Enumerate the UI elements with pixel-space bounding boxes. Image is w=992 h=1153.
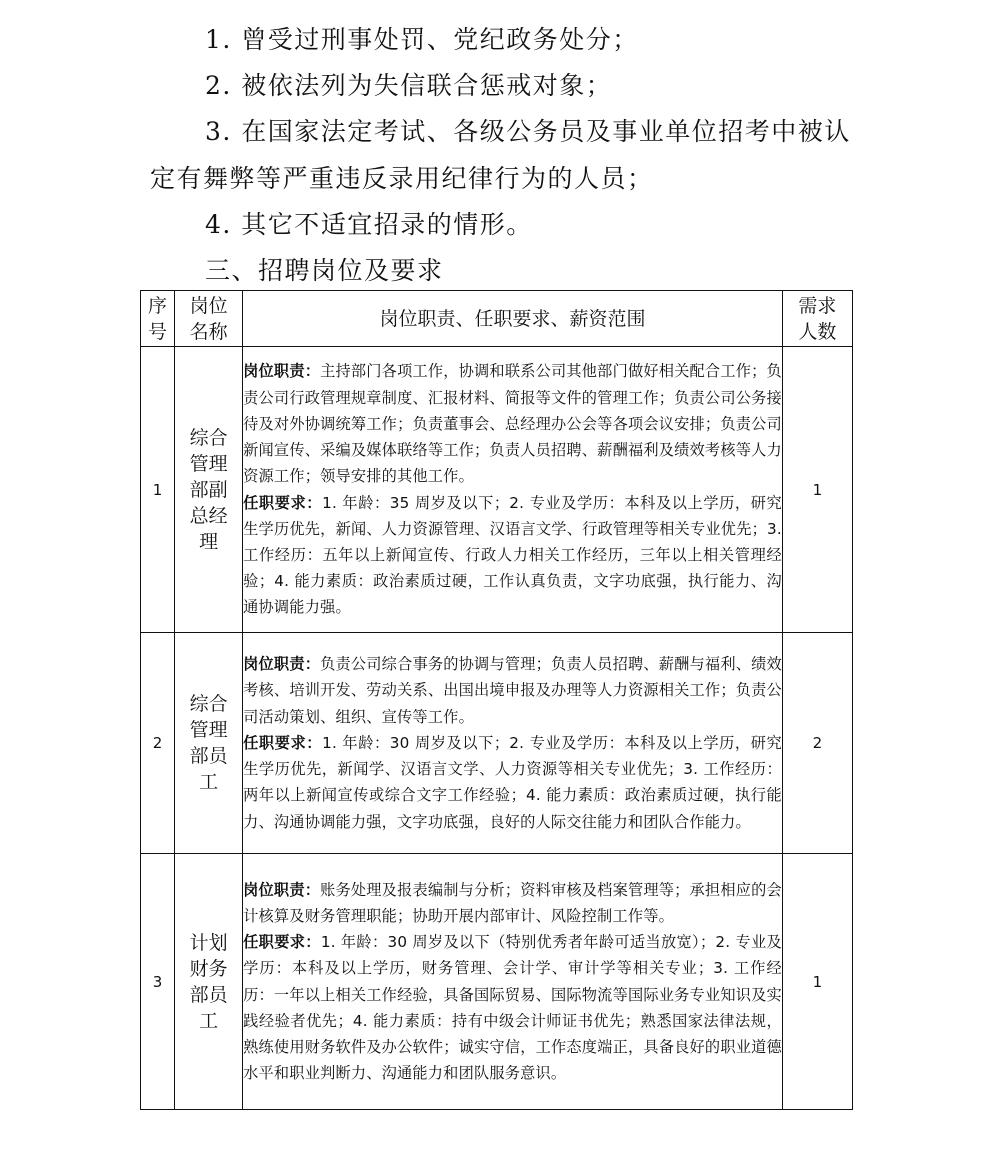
requirement-label: 任职要求： bbox=[243, 493, 323, 512]
header-no: 序号 bbox=[141, 291, 175, 347]
duty-text: 岗位职责：负责公司综合事务的协调与管理；负责人员招聘、薪酬与福利、绩效考核、培训开发、劳动关系、出国出境申报及办理等人力资源相关工作；负责公司活动策划、组织、宣传等工作。 bbox=[243, 655, 782, 726]
paragraph-item-3-cont: 定有舞弊等严重违反录用纪律行为的人员； bbox=[150, 164, 654, 193]
row-position-name: 综合管理部员工 bbox=[175, 633, 243, 854]
row-details bbox=[243, 347, 783, 633]
header-name: 岗位名称 bbox=[175, 291, 243, 347]
row-position-name: 计划财务部员工 bbox=[175, 854, 243, 1110]
row-no: 3 bbox=[141, 854, 175, 1110]
requirement-text: 任职要求：1. 年龄：30 周岁及以下；2. 专业及学历：本科及以上学历，研究生学历优先，新闻学、汉语言文学、人力资源等相关专业优先；3. 工作经历：两年以上新闻宣传或综合文字工作经验；4. 能力素质：政治素质过硬，执行能力、沟通协调能力强，文字功底强，良好的人际交往能力和团队合作能力。 bbox=[243, 733, 782, 831]
duty-label: 岗位职责： bbox=[243, 880, 321, 899]
header-details: 岗位职责、任职要求、薪资范围 bbox=[243, 291, 783, 347]
paragraph-item-4: 4. 其它不适宜招录的情形。 bbox=[205, 210, 533, 239]
table-row bbox=[141, 633, 853, 854]
paragraph-item-1: 1. 曾受过刑事处罚、党纪政务处分； bbox=[205, 25, 639, 54]
table-row bbox=[141, 854, 853, 1110]
row-count: 1 bbox=[782, 854, 852, 1110]
duty-label: 岗位职责： bbox=[243, 655, 321, 674]
requirement-text: 任职要求：1. 年龄：35 周岁及以下；2. 专业及学历：本科及以上学历，研究生学历优先，新闻、人力资源管理、汉语言文学、行政管理等相关专业优先；3. 工作经历：五年以上新闻宣传、行政人力相关工作经历，三年以上相关管理经验；4. 能力素质：政治素质过硬，工作认真负责，文字功底强，执行能力、沟通协调能力强。 bbox=[243, 493, 782, 617]
requirement-text: 任职要求：1. 年龄：30 周岁及以下（特别优秀者年龄可适当放宽）；2. 专业及学历：本科及以上学历，财务管理、会计学、审计学等相关专业；3. 工作经历：一年以上相关工作经验，具备国际贸易、国际物流等国际业务专业知识及实践经验者优先；4. 能力素质：持有中级会计师证书优先；熟悉国家法律法规，熟练使用财务软件及办公软件；诚实守信，工作态度端正，具备良好的职业道德水平和职业判断力、沟通能力和团队服务意识。 bbox=[243, 933, 782, 1083]
row-no: 1 bbox=[141, 347, 175, 633]
row-details bbox=[243, 854, 783, 1110]
requirement-label: 任职要求： bbox=[243, 733, 323, 752]
row-count: 2 bbox=[782, 633, 852, 854]
section-title: 三、招聘岗位及要求 bbox=[205, 256, 444, 285]
row-count: 1 bbox=[782, 347, 852, 633]
header-count: 需求人数 bbox=[782, 291, 852, 347]
duty-text: 岗位职责：账务处理及报表编制与分析；资料审核及档案管理等；承担相应的会计核算及财务管理职能；协助开展内部审计、风险控制工作等。 bbox=[243, 880, 782, 925]
requirement-label: 任职要求： bbox=[243, 933, 321, 952]
paragraph-item-3: 3. 在国家法定考试、各级公务员及事业单位招考中被认 bbox=[205, 117, 851, 146]
table-header-row bbox=[141, 291, 853, 347]
duty-label: 岗位职责： bbox=[243, 362, 321, 381]
row-details bbox=[243, 633, 783, 854]
paragraph-item-2: 2. 被依法列为失信联合惩戒对象； bbox=[205, 71, 613, 100]
row-position-name: 综合管理部副总经理 bbox=[175, 347, 243, 633]
row-no: 2 bbox=[141, 633, 175, 854]
duty-text: 岗位职责：主持部门各项工作，协调和联系公司其他部门做好相关配合工作；负责公司行政管理规章制度、汇报材料、简报等文件的管理工作；负责公司公务接待及对外协调统筹工作；负责董事会、总经理办公会等各项会议安排；负责公司新闻宣传、采编及媒体联络等工作；负责人员招聘、薪酬福利及绩效考核等人力资源工作；领导安排的其他工作。 bbox=[243, 362, 782, 486]
table-row bbox=[141, 347, 853, 633]
positions-table bbox=[140, 290, 853, 1110]
